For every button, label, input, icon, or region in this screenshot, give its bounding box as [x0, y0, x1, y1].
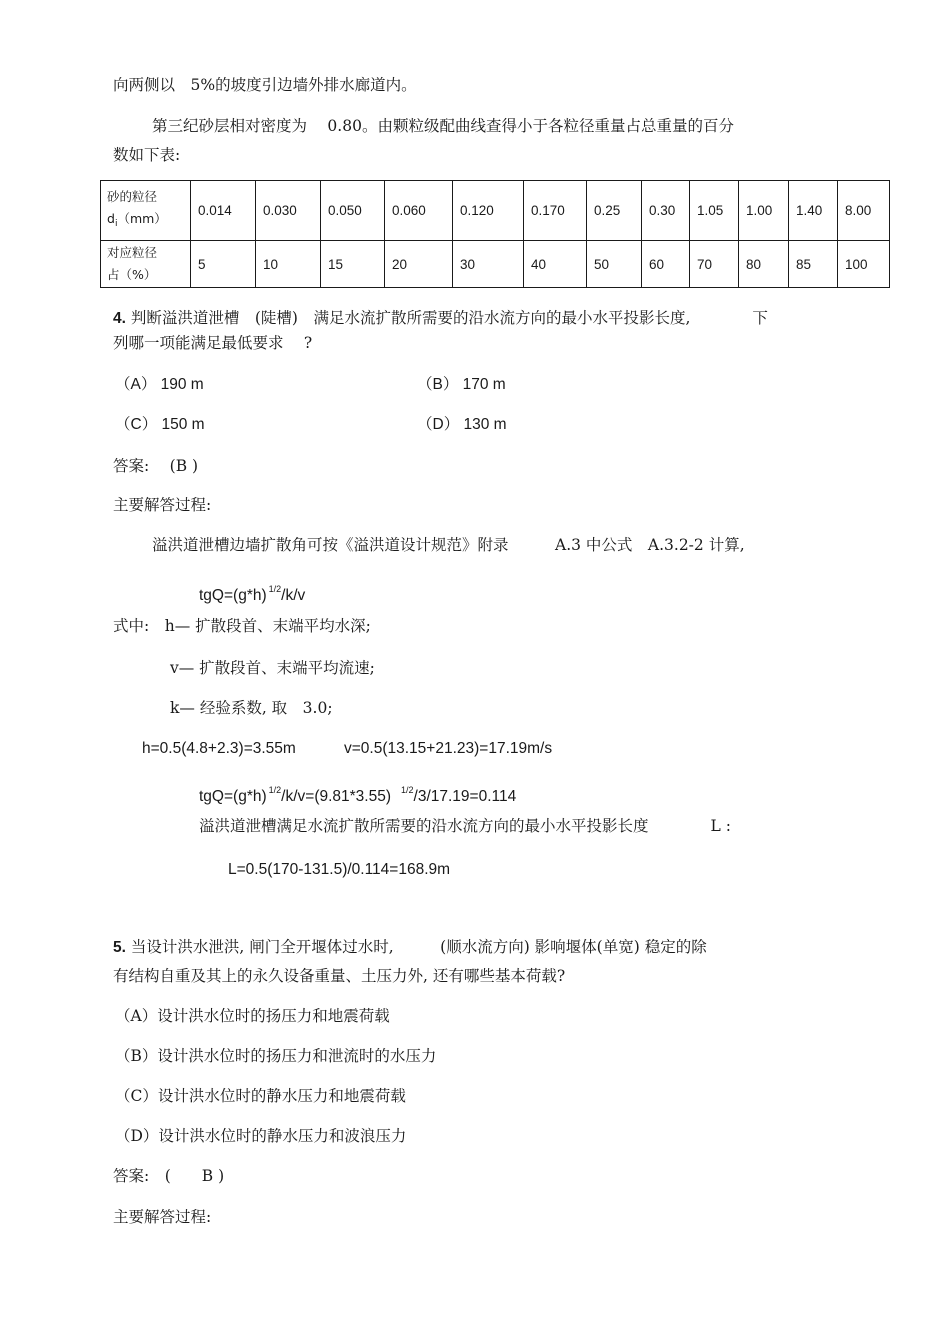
- table-cell: 70: [690, 241, 739, 288]
- q4-where-h: 式中: h— 扩散段首、末端平均水深;: [113, 617, 371, 635]
- table-header-percent: 对应粒径 占（%）: [101, 241, 191, 288]
- table-cell: 1.05: [690, 181, 739, 241]
- q5-option-d: （D）设计洪水位时的静水压力和波浪压力: [115, 1127, 407, 1145]
- q4-question-line-1: [113, 308, 768, 329]
- q4-where-v: v— 扩散段首、末端平均流速;: [170, 659, 375, 677]
- table-cell: 0.170: [524, 181, 587, 241]
- table-cell: 0.030: [256, 181, 321, 241]
- q4-calc-tg: tgQ=(g*h) $^{1/2}$/k/v=(9.81*3.55) $^{1/2}$/3/17.19=0.114: [199, 785, 517, 805]
- q4-formula: tgQ=(g*h) $^{1/2}$/k/v: [199, 584, 306, 604]
- table-cell: 40: [524, 241, 587, 288]
- q4-option-c: （C） 150 m: [115, 416, 205, 433]
- table-cell: 1.40: [789, 181, 838, 241]
- table-cell: 50: [587, 241, 642, 288]
- q4-option-b: （B） 170 m: [417, 376, 506, 393]
- q5-option-b: （B）设计洪水位时的扬压力和泄流时的水压力: [115, 1047, 437, 1065]
- table-cell: 20: [385, 241, 453, 288]
- q4-step-1: 溢洪道泄槽边墙扩散角可按《溢洪道设计规范》附录 A.3 中公式 A.3.2-2 计算,: [152, 536, 745, 554]
- table-cell: 0.060: [385, 181, 453, 241]
- table-cell: 0.30: [642, 181, 690, 241]
- q4-option-d: （D） 130 m: [417, 416, 507, 433]
- table-cell: 0.050: [321, 181, 385, 241]
- table-row-diameters: [101, 181, 890, 241]
- table-row-percents: [101, 241, 890, 288]
- table-cell: 1.00: [739, 181, 789, 241]
- table-cell: 15: [321, 241, 385, 288]
- q5-number: 5.: [113, 939, 126, 956]
- q5-question-line-1: [113, 937, 707, 958]
- q4-question-line-2: 列哪一项能满足最低要求 ?: [113, 334, 313, 352]
- q4-answer: 答案: (B ): [113, 457, 199, 475]
- q4-number: 4.: [113, 310, 126, 327]
- q5-question-line-2: 有结构自重及其上的永久设备重量、土压力外, 还有哪些基本荷载?: [113, 967, 566, 985]
- table-cell: 10: [256, 241, 321, 288]
- q4-where-k: k— 经验系数, 取 3.0;: [170, 699, 333, 717]
- table-cell: 80: [739, 241, 789, 288]
- table-cell: 85: [789, 241, 838, 288]
- table-cell: 8.00: [838, 181, 890, 241]
- q4-process-label: 主要解答过程:: [113, 496, 212, 514]
- table-cell: 60: [642, 241, 690, 288]
- table-cell: 0.120: [453, 181, 524, 241]
- intro-line-2: 第三纪砂层相对密度为 0.80。由颗粒级配曲线查得小于各粒径重量占总重量的百分: [152, 117, 734, 135]
- q4-calc-h: h=0.5(4.8+2.3)=3.55m: [142, 740, 296, 757]
- q4-text-1: 判断溢洪道泄槽 (陡槽) 满足水流扩散所需要的沿水流方向的最小水平投影长度, 下: [130, 309, 768, 327]
- q5-answer: 答案: ( B ): [113, 1167, 225, 1185]
- grain-size-table: [100, 180, 890, 288]
- table-cell: 5: [191, 241, 256, 288]
- table-cell: 30: [453, 241, 524, 288]
- q5-option-a: （A）设计洪水位时的扬压力和地震荷载: [115, 1007, 390, 1025]
- q4-length-description: 溢洪道泄槽满足水流扩散所需要的沿水流方向的最小水平投影长度 L :: [199, 817, 731, 835]
- q4-option-a: （A） 190 m: [115, 376, 204, 393]
- q4-length-calc: L=0.5(170-131.5)/0.114=168.9m: [228, 861, 451, 878]
- q4-calc-v: v=0.5(13.15+21.23)=17.19m/s: [344, 740, 553, 757]
- table-cell: 100: [838, 241, 890, 288]
- table-cell: 0.25: [587, 181, 642, 241]
- table-header-diameter: 砂的粒径 $d_i(mm)$: [101, 181, 191, 241]
- q5-text-1: 当设计洪水泄洪, 闸门全开堰体过水时, (顺水流方向) 影响堰体(单宽) 稳定的除: [130, 938, 707, 956]
- intro-line-3: 数如下表:: [113, 146, 181, 164]
- q5-process-label: 主要解答过程:: [113, 1208, 212, 1226]
- intro-line-1: 向两侧以 5%的坡度引边墙外排水廊道内。: [113, 76, 417, 94]
- q5-option-c: （C）设计洪水位时的静水压力和地震荷载: [115, 1087, 406, 1105]
- table-cell: 0.014: [191, 181, 256, 241]
